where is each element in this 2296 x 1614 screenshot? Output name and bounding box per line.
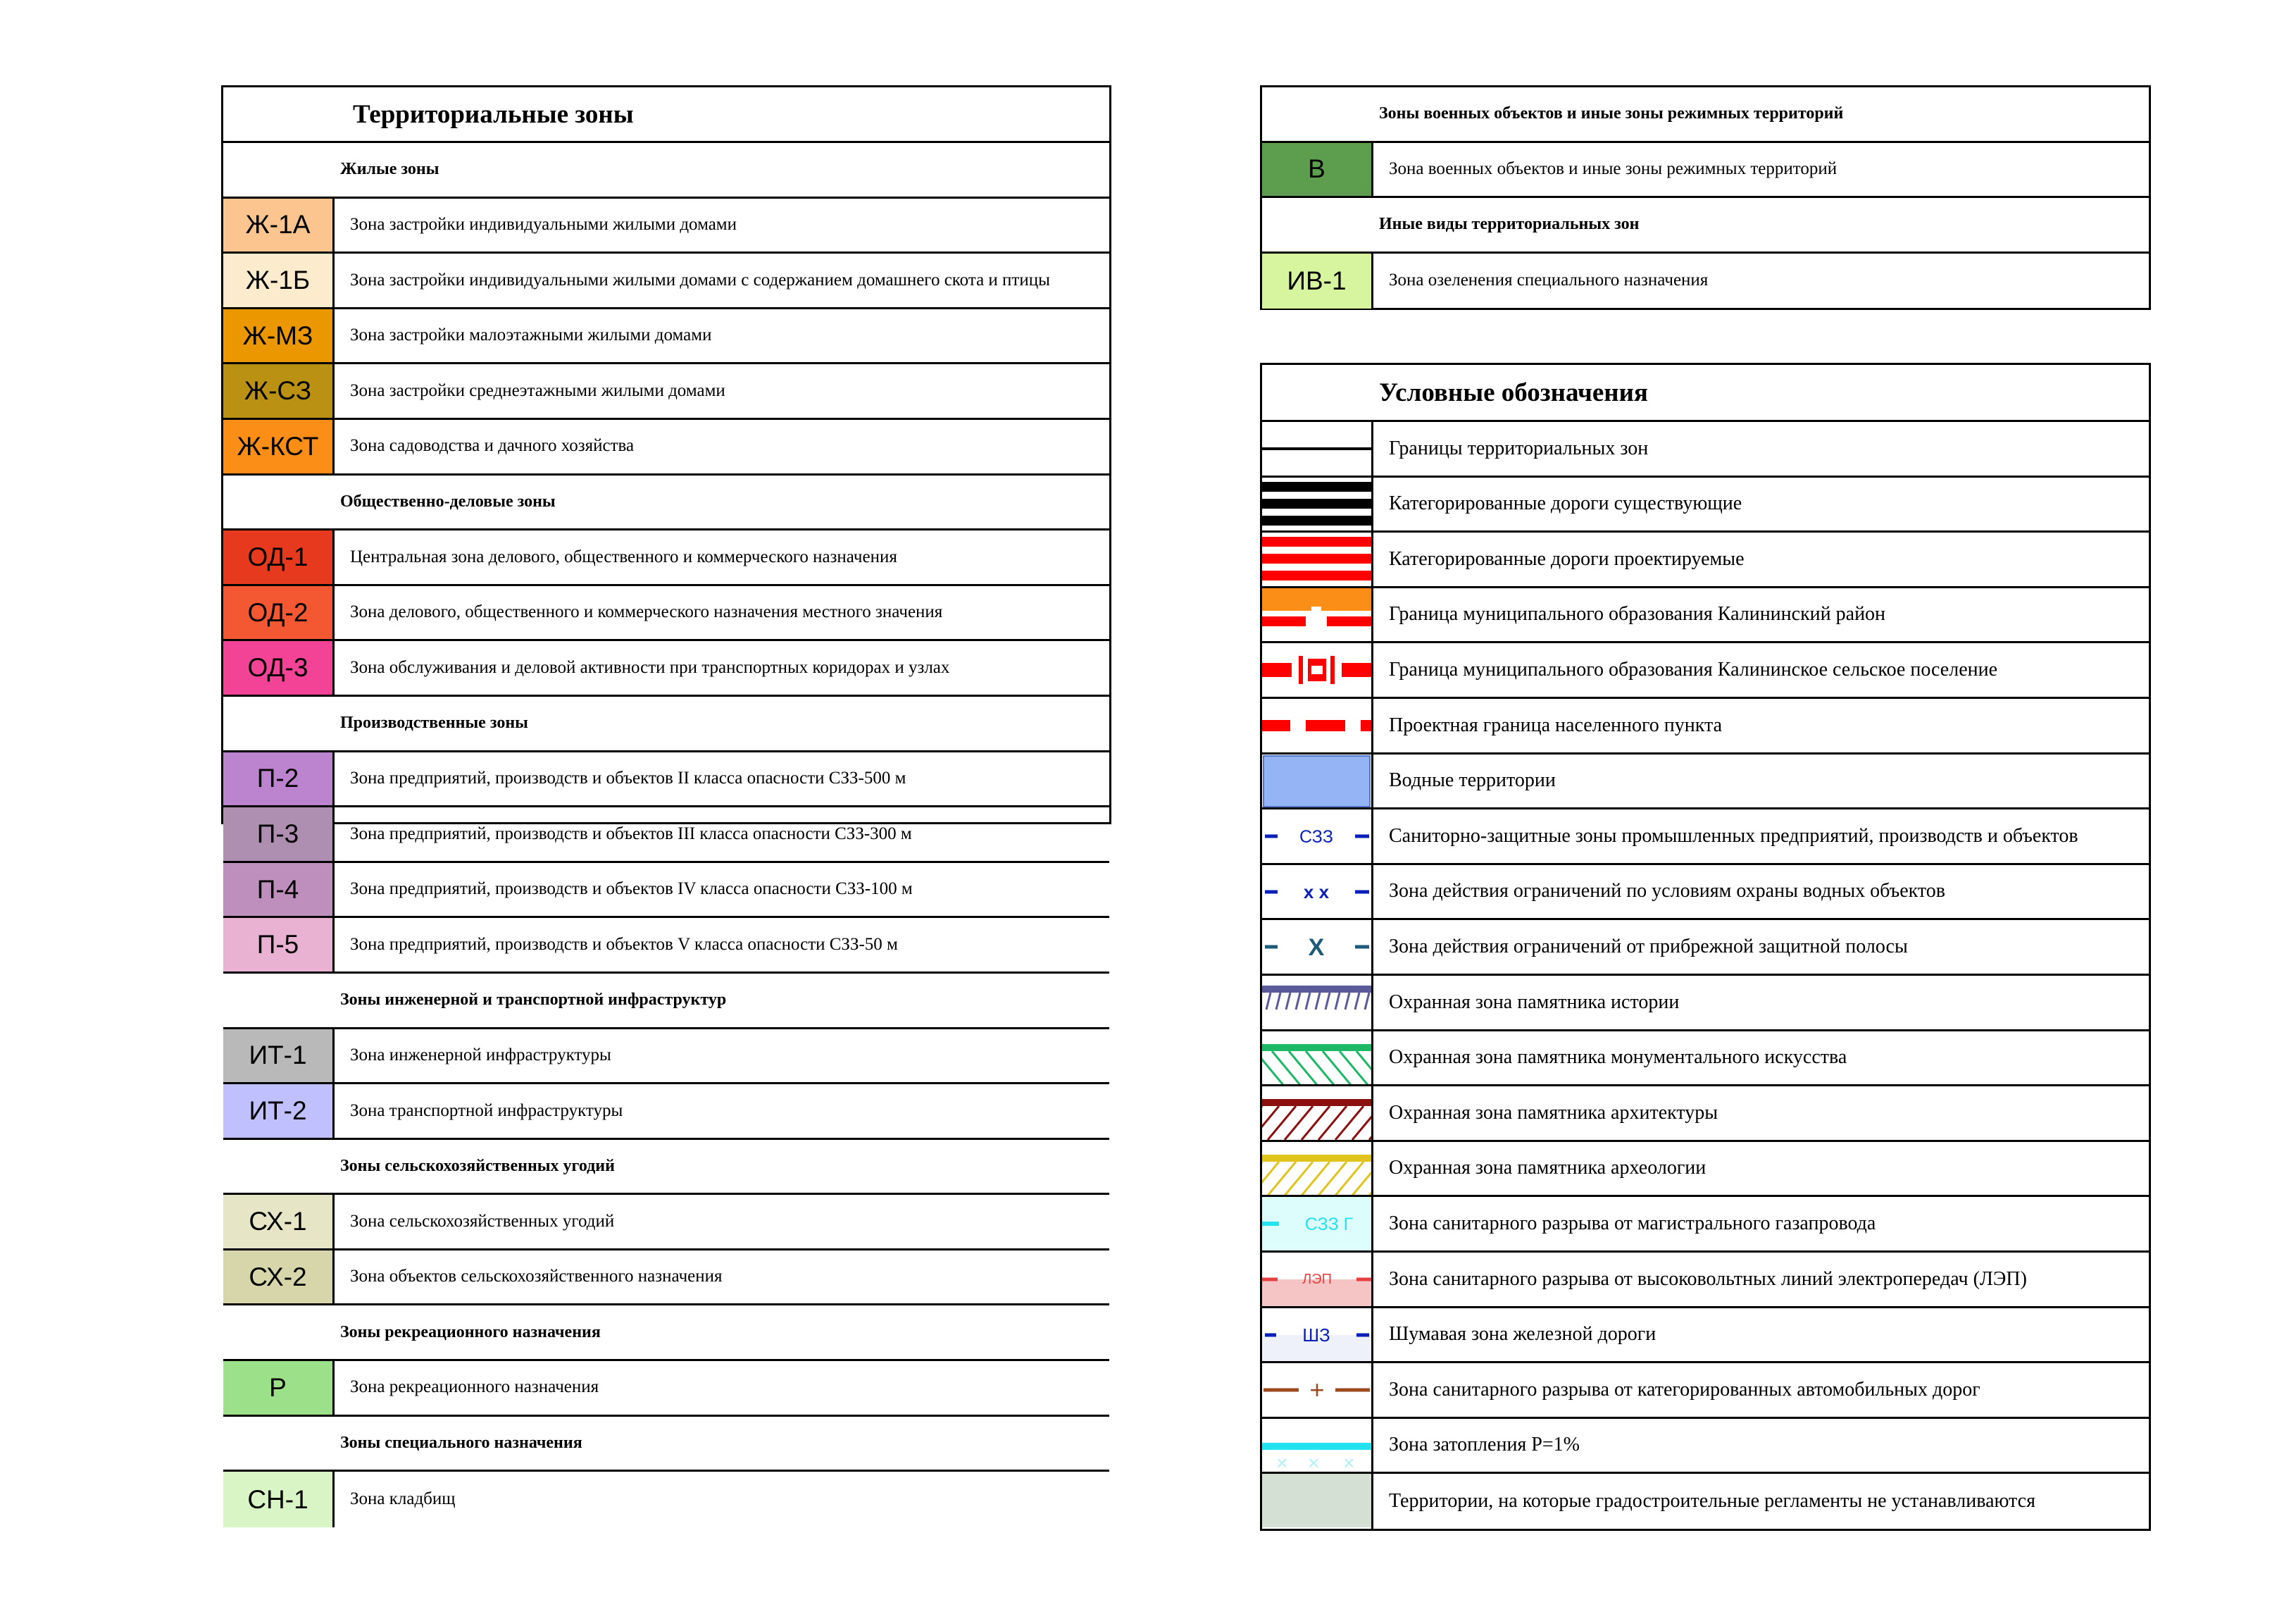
section-header <box>223 1140 1109 1196</box>
history-monument-icon <box>1262 976 1373 1029</box>
zone-description: Зона сельскохозяйственных угодий <box>350 1211 615 1231</box>
section-title: Зоны военных объектов и иные зоны режимных территорий <box>1379 104 1844 123</box>
zone-row <box>223 199 1109 254</box>
flood-zone-icon <box>1262 1419 1373 1472</box>
legend-description: Зона действия ограничений по условиям охраны водных объектов <box>1389 880 1945 902</box>
svg-text:ШЗ: ШЗ <box>1302 1324 1330 1346</box>
zone-code-swatch: ИВ-1 <box>1262 254 1373 309</box>
zone-code-swatch: ИТ-1 <box>223 1029 335 1083</box>
existing-road-symbol <box>1262 478 1371 531</box>
legend-row <box>1262 478 2149 533</box>
zone-description: Зона садоводства и дачного хозяйства <box>350 436 635 456</box>
zone-row <box>223 586 1109 642</box>
table-title-row <box>223 87 1109 143</box>
legend-description: Территории, на которые градостроительные регламенты не устанавливаются <box>1389 1490 2035 1513</box>
zone-description: Зона транспортной инфраструктуры <box>350 1100 623 1120</box>
coastal-strip-symbol <box>1262 920 1371 974</box>
legend-row <box>1262 422 2149 478</box>
zone-code-swatch: Ж-МЗ <box>223 309 335 363</box>
planned-road-icon <box>1262 533 1373 586</box>
settlement-boundary-symbol <box>1262 643 1371 697</box>
legend-description: Охранная зона памятника архитектуры <box>1389 1101 1718 1124</box>
archaeology-monument-symbol <box>1262 1142 1371 1196</box>
section-title: Зоны инженерной и транспортной инфраструктур <box>340 991 727 1010</box>
section-header <box>223 1417 1109 1472</box>
archaeology-monument-icon <box>1262 1142 1373 1196</box>
art-monument-symbol <box>1262 1031 1371 1085</box>
legend-description: Граница муниципального образования Калининский район <box>1389 603 1886 626</box>
zone-code-swatch: В <box>1262 143 1373 197</box>
zone-boundary-symbol <box>1262 422 1371 476</box>
zone-code-swatch: Ж-1А <box>223 199 335 252</box>
svg-text:×: × <box>1308 1451 1320 1472</box>
zone-description: Зона делового, общественного и коммерческого назначения местного значения <box>350 602 943 622</box>
district-boundary-symbol <box>1262 588 1371 642</box>
legend-description: Границы территориальных зон <box>1389 437 1649 459</box>
zone-row <box>223 863 1109 919</box>
zone-code-swatch: Ж-СЗ <box>223 364 335 418</box>
zone-description: Зона застройки малоэтажными жилыми домами <box>350 325 712 345</box>
zones-list <box>223 143 1109 1527</box>
zone-code-swatch: СХ-1 <box>223 1195 335 1248</box>
no-regulations-symbol <box>1262 1474 1371 1527</box>
legend-list <box>1262 422 2149 1529</box>
sanitary-zone-symbol <box>1262 809 1371 863</box>
gas-pipeline-icon <box>1262 1197 1373 1250</box>
section-header <box>223 476 1109 531</box>
zone-row <box>223 1472 1109 1527</box>
village-boundary-symbol <box>1262 699 1371 752</box>
zone-row <box>223 1084 1109 1140</box>
zone-row <box>223 641 1109 697</box>
zone-description: Зона рекреационного назначения <box>350 1377 599 1397</box>
legend-description: Зона затопления Р=1% <box>1389 1434 1580 1456</box>
legend-row <box>1262 1308 2149 1364</box>
legend-row <box>1262 1474 2149 1529</box>
railway-noise-icon <box>1262 1308 1373 1362</box>
zone-code-swatch: П-3 <box>223 807 335 861</box>
architecture-monument-symbol <box>1262 1086 1371 1140</box>
zone-code-swatch: П-5 <box>223 918 335 971</box>
power-line-icon <box>1262 1253 1373 1306</box>
zone-description: Зона застройки среднеэтажными жилыми домами <box>350 380 725 400</box>
section-header <box>223 143 1109 199</box>
district-boundary-icon <box>1262 588 1373 642</box>
zone-description: Зона обслуживания и деловой активности при транспортных коридорах и узлах <box>350 657 950 677</box>
zone-code-swatch: Ж-КСТ <box>223 420 335 473</box>
power-line-symbol <box>1262 1253 1371 1306</box>
zone-code-swatch: Р <box>223 1361 335 1415</box>
section-title: Зоны сельскохозяйственных угодий <box>340 1156 615 1175</box>
section-title: Иные виды территориальных зон <box>1379 215 1640 234</box>
water-symbol <box>1262 755 1371 808</box>
legend-row <box>1262 588 2149 644</box>
legend-description: Категорированные дороги существующие <box>1389 492 1742 515</box>
zone-code-swatch: ИТ-2 <box>223 1084 335 1138</box>
legend-description: Саниторно-защитные зоны промышленных предприятий, производств и объектов <box>1389 824 2078 847</box>
zone-row <box>223 807 1109 863</box>
zone-description: Зона предприятий, производств и объектов IV класса опасности СЗЗ-100 м <box>350 879 913 899</box>
svg-text:x x: x x <box>1303 881 1330 902</box>
zone-code-swatch: СН-1 <box>223 1472 335 1527</box>
svg-text:ЛЭП: ЛЭП <box>1302 1271 1332 1287</box>
zone-code-swatch: Ж-1Б <box>223 254 335 307</box>
other-zones-table <box>1260 85 2151 310</box>
other-zones-list <box>1262 87 2149 309</box>
section-header <box>223 1305 1109 1361</box>
zone-row <box>223 530 1109 586</box>
zone-code-swatch: СХ-2 <box>223 1250 335 1304</box>
legend-row <box>1262 1142 2149 1198</box>
zone-description: Зона военных объектов и иные зоны режимных территорий <box>1389 159 1838 178</box>
zone-description: Зона застройки индивидуальными жилыми домами с содержанием домашнего скота и птицы <box>350 270 1050 290</box>
legend-description: Шумавая зона железной дороги <box>1389 1323 1657 1346</box>
legend-row <box>1262 699 2149 755</box>
legend-row <box>1262 920 2149 976</box>
zone-code-swatch: ОД-2 <box>223 586 335 640</box>
zone-description: Зона инженерной инфраструктуры <box>350 1045 611 1064</box>
water-protection-icon <box>1262 865 1373 919</box>
svg-text:×: × <box>1343 1451 1355 1472</box>
legend-row <box>1262 533 2149 588</box>
legend-row <box>1262 1253 2149 1308</box>
legend-description: Зона санитарного разрыва от магистрального газапровода <box>1389 1212 1876 1235</box>
legend-row <box>1262 1419 2149 1475</box>
zone-row <box>223 1029 1109 1085</box>
zone-row <box>223 1250 1109 1306</box>
gas-pipeline-symbol <box>1262 1197 1371 1250</box>
legend-row <box>1262 643 2149 699</box>
section-header <box>223 974 1109 1029</box>
legend-row <box>1262 1363 2149 1419</box>
legend-title-row <box>1262 365 2149 422</box>
zone-row <box>223 752 1109 808</box>
existing-road-icon <box>1262 478 1373 531</box>
zone-description: Зона озеленения специального назначения <box>1389 271 1709 290</box>
legend-row <box>1262 809 2149 865</box>
sanitary-zone-icon <box>1262 809 1373 863</box>
legend-description: Зона санитарного разрыва от категорированных автомобильных дорог <box>1389 1378 1980 1401</box>
zone-description: Зона предприятий, производств и объектов III класса опасности СЗЗ-300 м <box>350 824 912 843</box>
legend-description: Проектная граница населенного пункта <box>1389 714 1723 736</box>
legend-row <box>1262 1197 2149 1253</box>
svg-text:X: X <box>1308 934 1325 962</box>
legend-description: Охранная зона памятника археологии <box>1389 1157 1707 1179</box>
section-title: Производственные зоны <box>340 714 528 733</box>
legend-description: Водные территории <box>1389 769 1556 792</box>
zone-code-swatch: П-4 <box>223 863 335 917</box>
section-header <box>1262 87 2149 143</box>
legend-row <box>1262 1031 2149 1087</box>
water-icon <box>1262 755 1373 808</box>
zone-description: Центральная зона делового, общественного и коммерческого назначения <box>350 547 897 566</box>
zone-description: Зона застройки индивидуальными жилыми домами <box>350 215 737 235</box>
legend-title: Условные обозначения <box>1379 378 1648 407</box>
zone-description: Зона предприятий, производств и объектов V класса опасности СЗЗ-50 м <box>350 934 898 954</box>
art-monument-icon <box>1262 1031 1373 1085</box>
road-sanitary-icon <box>1262 1363 1373 1417</box>
table-title: Территориальные зоны <box>353 99 634 129</box>
legend-row <box>1262 1086 2149 1142</box>
legend-row <box>1262 976 2149 1031</box>
svg-text:×: × <box>1276 1451 1288 1472</box>
zone-row <box>223 309 1109 365</box>
legend-description: Граница муниципального образования Калининское сельское поселение <box>1389 659 1998 681</box>
svg-text:+: + <box>1309 1375 1325 1405</box>
svg-text:СЗЗ Г: СЗЗ Г <box>1304 1215 1354 1235</box>
flood-zone-symbol <box>1262 1419 1371 1472</box>
road-sanitary-symbol <box>1262 1363 1371 1417</box>
section-title: Зоны специального назначения <box>340 1433 582 1452</box>
zone-row <box>223 364 1109 420</box>
zone-boundary-icon <box>1262 422 1373 476</box>
planned-road-symbol <box>1262 533 1371 586</box>
legend-table <box>1260 363 2151 1531</box>
zone-code-swatch: П-2 <box>223 752 335 806</box>
railway-noise-symbol <box>1262 1308 1371 1362</box>
zone-row <box>223 420 1109 476</box>
zone-code-swatch: ОД-3 <box>223 641 335 695</box>
zone-row <box>1262 254 2149 309</box>
no-regulations-icon <box>1262 1474 1373 1529</box>
legend-row <box>1262 755 2149 810</box>
architecture-monument-icon <box>1262 1086 1373 1140</box>
zone-row <box>223 254 1109 309</box>
settlement-boundary-icon <box>1262 643 1373 697</box>
legend-description: Зона действия ограничений от прибрежной защитной полосы <box>1389 936 1908 958</box>
legend-description: Категорированные дороги проектируемые <box>1389 547 1745 570</box>
section-title: Общественно-деловые зоны <box>340 492 556 511</box>
zone-description: Зона объектов сельскохозяйственного назначения <box>350 1267 723 1286</box>
coastal-strip-icon <box>1262 920 1373 974</box>
village-boundary-icon <box>1262 699 1373 752</box>
history-monument-symbol <box>1262 976 1371 1029</box>
zone-row <box>223 1195 1109 1250</box>
zone-description: Зона кладбищ <box>350 1489 456 1509</box>
zone-row <box>1262 143 2149 199</box>
section-header <box>1262 198 2149 254</box>
water-protection-symbol <box>1262 865 1371 919</box>
section-title: Жилые зоны <box>340 160 439 179</box>
legend-description: Охранная зона памятника истории <box>1389 991 1680 1013</box>
legend-description: Охранная зона памятника монументального искусства <box>1389 1046 1847 1069</box>
zone-row <box>223 1361 1109 1417</box>
svg-text:СЗЗ: СЗЗ <box>1299 827 1333 848</box>
zone-description: Зона предприятий, производств и объектов II класса опасности СЗЗ-500 м <box>350 768 906 788</box>
territorial-zones-table <box>221 85 1111 1514</box>
section-header <box>223 697 1109 752</box>
legend-description: Зона санитарного разрыва от высоковольтных линий электропередач (ЛЭП) <box>1389 1267 2027 1290</box>
zone-code-swatch: ОД-1 <box>223 530 335 584</box>
legend-row <box>1262 865 2149 921</box>
section-title: Зоны рекреационного назначения <box>340 1322 601 1341</box>
zone-row <box>223 918 1109 974</box>
